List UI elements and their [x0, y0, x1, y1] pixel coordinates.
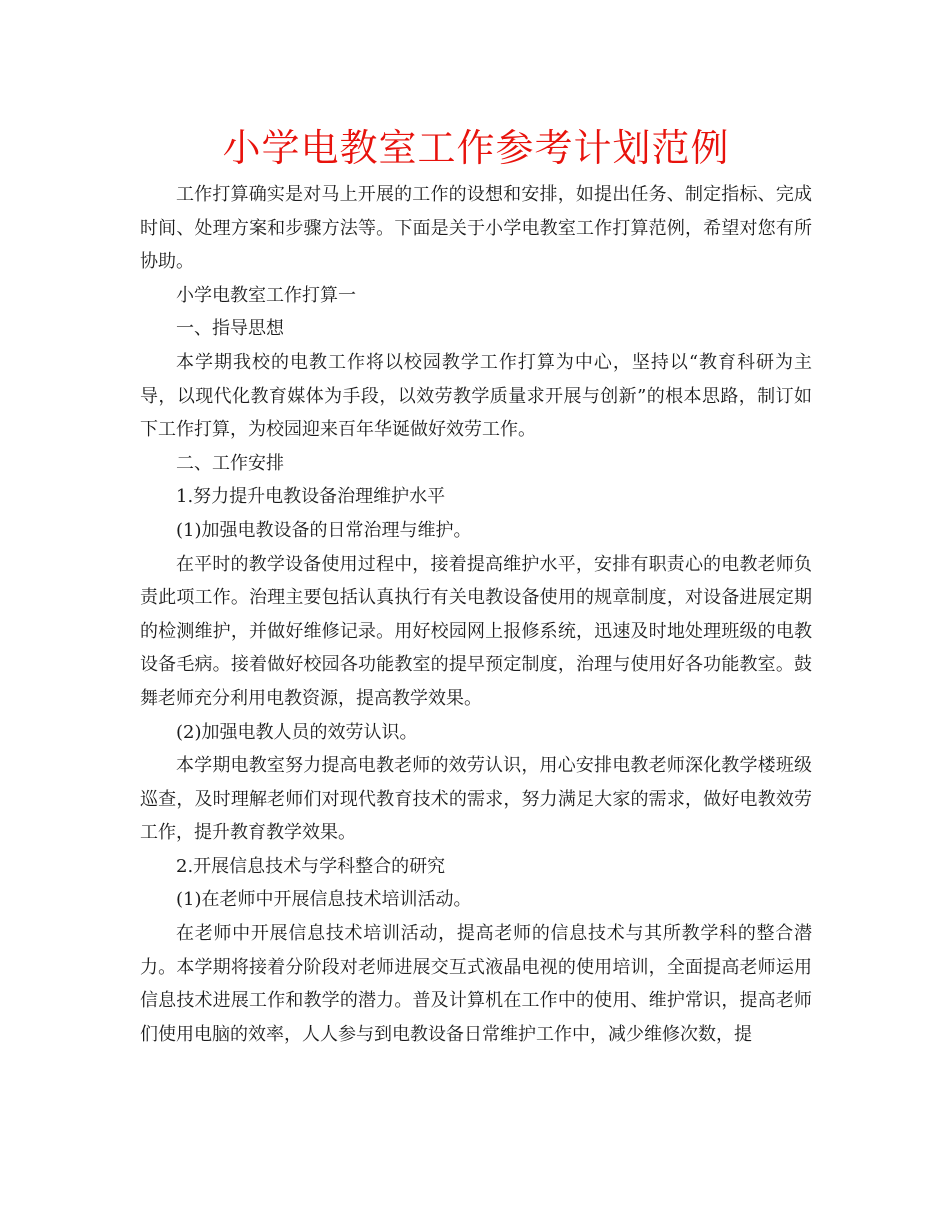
subsection-heading: 一、指导思想	[176, 318, 284, 340]
item-heading: 2.开展信息技术与学科整合的研究	[176, 855, 446, 877]
paragraph: 在老师中开展信息技术培训活动，提高老师的信息技术与其所教学科的整合潜力。本学期将接着分阶段对老师进展交互式液晶电视的使用培训，全面提高老师运用信息技术进展工作和教学的潜力。普及计算机在工作中的使用、维护常识，提高老师们使用电脑的效率，人人参与到电教设备日常维护工作中，减少维修次数，提	[140, 923, 812, 1045]
paragraph: 本学期我校的电教工作将以校园教学工作打算为中心，坚持以“教育科研为主导，以现代化教育媒体为手段，以效劳教学质量求开展与创新”的根本思路，制订如下工作打算，为校园迎来百年华诞做好效劳工作。	[140, 351, 812, 441]
paragraph-intro: 工作打算确实是对马上开展的工作的设想和安排，如提出任务、制定指标、完成时间、处理方案和步骤方法等。下面是关于小学电教室工作打算范例，希望对您有所协助。	[140, 184, 812, 273]
document-page	[140, 120, 812, 1051]
document-title: 小学电教室工作参考计划范例	[222, 126, 730, 170]
paragraph: 在平时的教学设备使用过程中，接着提高维护水平，安排有职责心的电教老师负责此项工作。治理主要包括认真执行有关电教设备使用的规章制度，对设备进展定期的检测维护，并做好维修记录。用好校园网上报修系统，迅速及时地处理班级的电教设备毛病。接着做好校园各功能教室的提早预定制度，治理与使用好各功能教室。鼓舞老师充分利用电教资源，提高教学效果。	[140, 553, 812, 709]
section-heading: 小学电教室工作打算一	[176, 284, 356, 306]
item-subheading: (1)加强电教设备的日常治理与维护。	[176, 519, 472, 541]
item-subheading: (1)在老师中开展信息技术培训活动。	[176, 889, 472, 911]
item-heading: 1.努力提升电教设备治理维护水平	[176, 486, 446, 508]
item-subheading: (2)加强电教人员的效劳认识。	[176, 721, 418, 743]
paragraph: 本学期电教室努力提高电教老师的效劳认识，用心安排电教老师深化教学楼班级巡查，及时理解老师们对现代教育技术的需求，努力满足大家的需求，做好电教效劳工作，提升教育教学效果。	[140, 755, 812, 844]
subsection-heading: 二、工作安排	[176, 452, 284, 474]
